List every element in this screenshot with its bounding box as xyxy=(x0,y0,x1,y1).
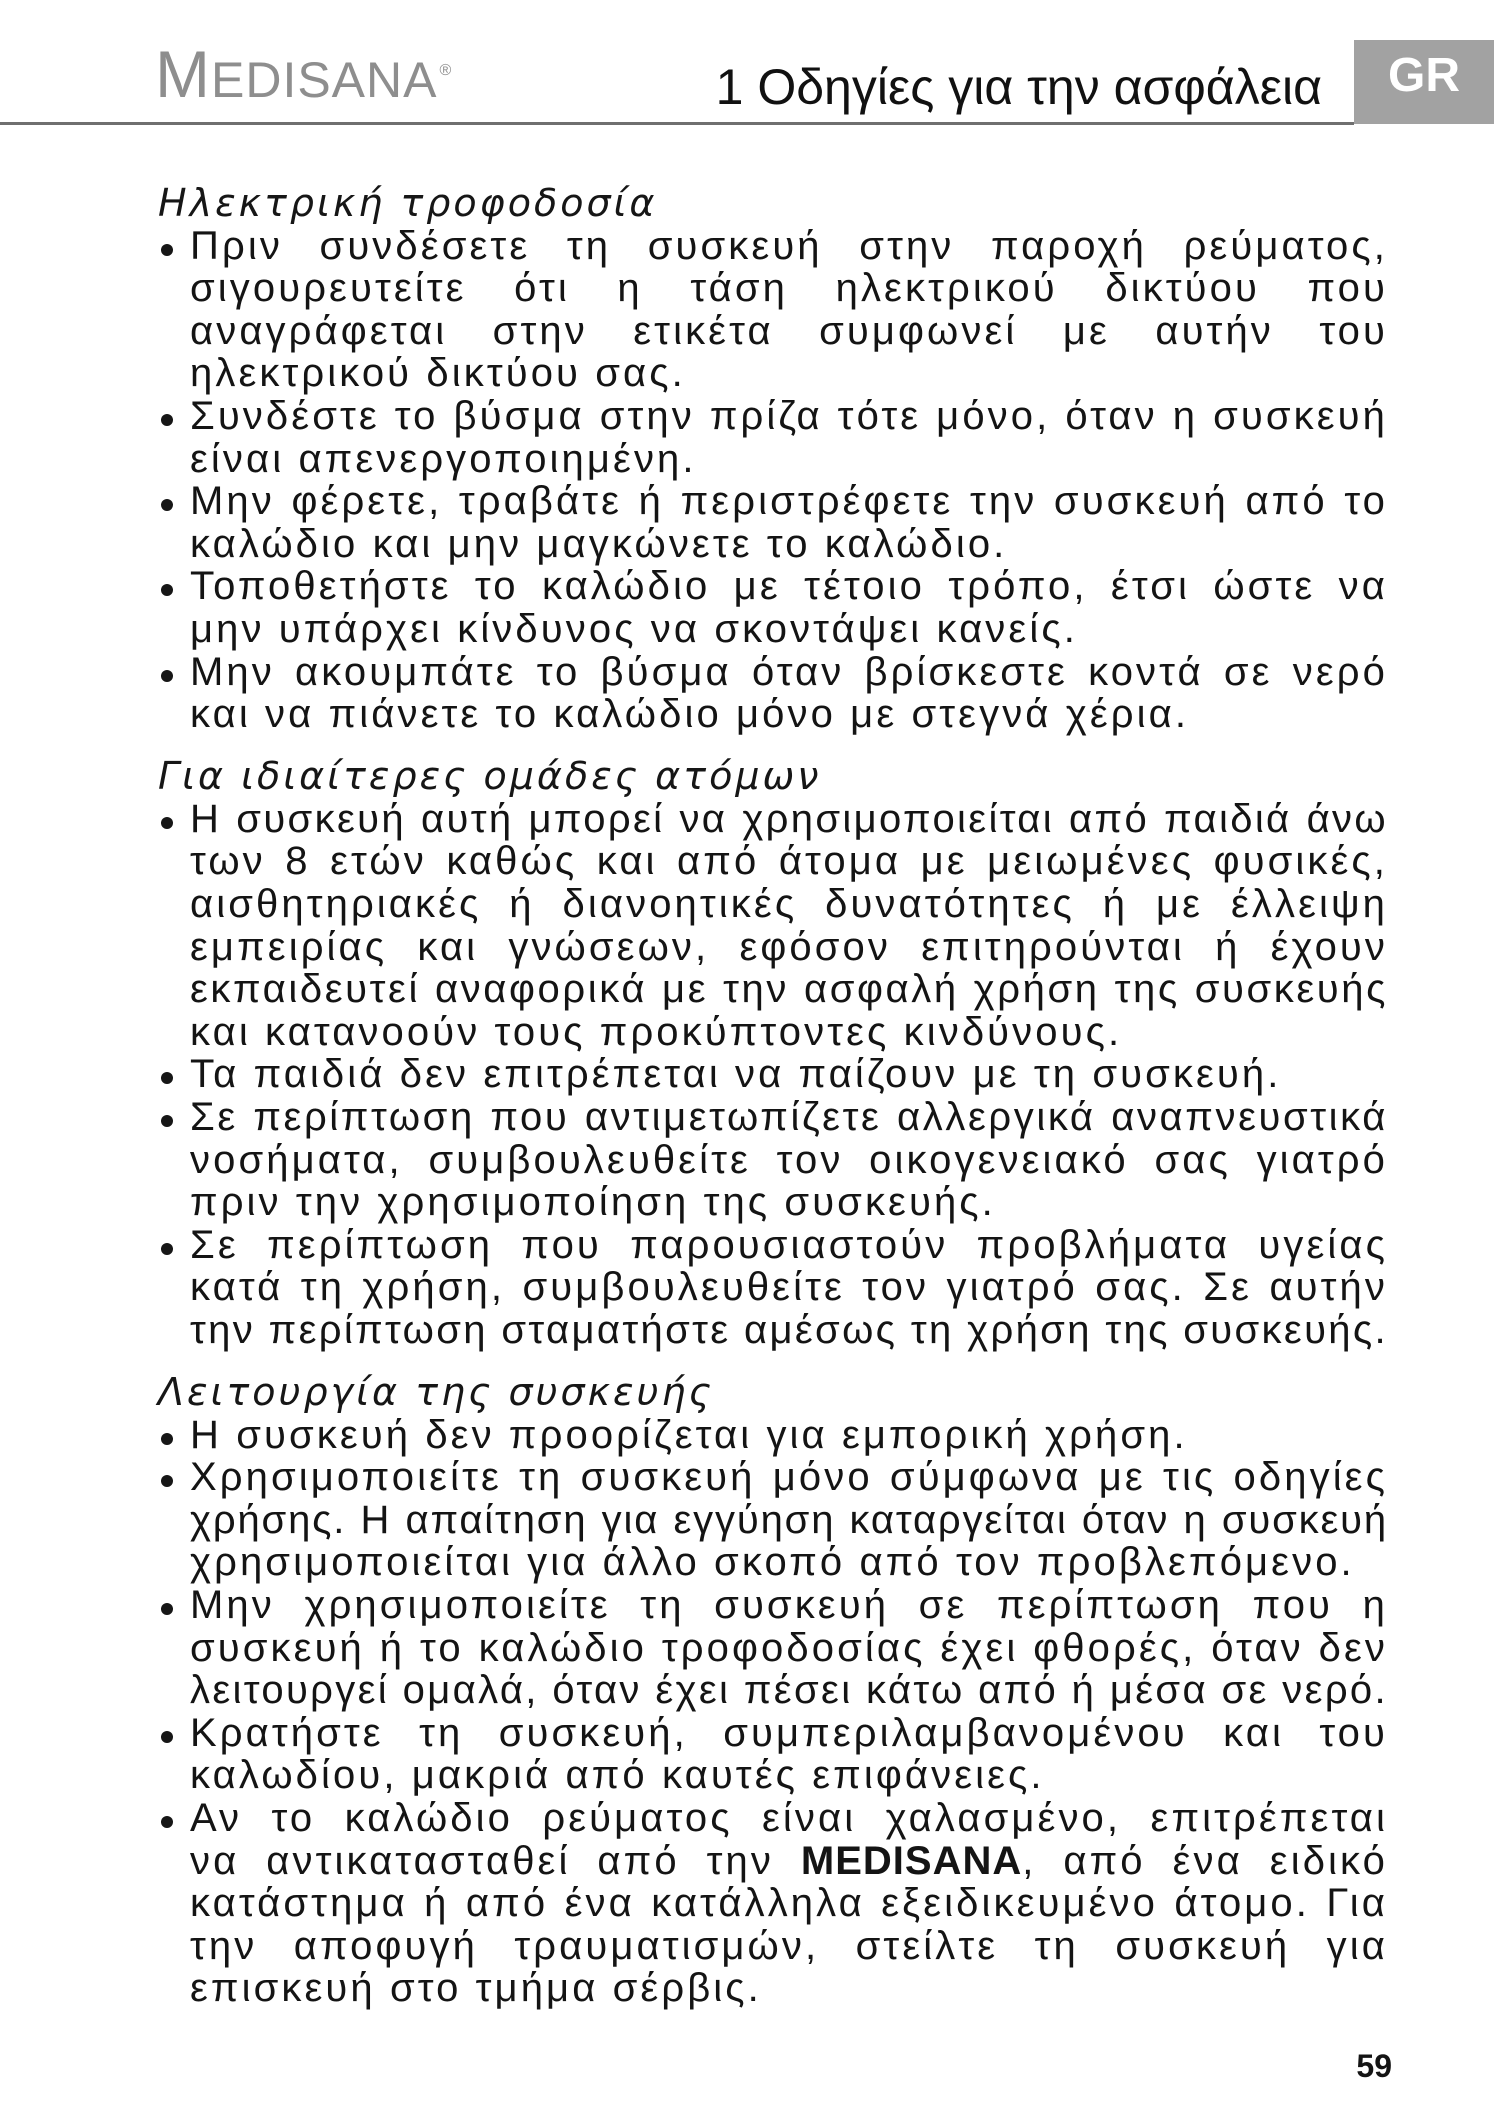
text-line: επισκευή στο τμήμα σέρβις. xyxy=(190,1966,762,2011)
text-line: Συνδέστε το βύσμα στην πρίζα τότε μόνο, όταν η συσκευή xyxy=(190,393,1388,438)
text-line: αισθητηριακές ή διανοητικές δυνατότητες ή με έλλειψη xyxy=(190,882,1388,926)
section-heading: Λειτουργία της συσκευής xyxy=(158,1370,714,1415)
text-line: Η συσκευή αυτή μπορεί να χρησιμοποιείται από παιδιά άνω xyxy=(190,796,1388,841)
text-line: καλώδιο και μην μαγκώνετε το καλώδιο. xyxy=(190,521,1008,566)
text-line: συσκευή ή το καλώδιο τροφοδοσίας έχει φθορές, όταν δεν xyxy=(190,1625,1388,1670)
text-line: την περίπτωση σταματήστε αμέσως τη χρήση της συσκευής. xyxy=(190,1307,1388,1352)
brand-name-inline: MEDISANA xyxy=(800,1838,1023,1883)
bullet-icon xyxy=(161,1816,173,1828)
page-number: 59 xyxy=(1356,2048,1392,2084)
text-line: Η συσκευή δεν προορίζεται για εμπορική χρήση. xyxy=(190,1412,1188,1457)
bullet-icon xyxy=(161,1731,173,1743)
text-line: λειτουργεί ομαλά, όταν έχει πέσει κάτω από ή μέσα σε νερό. xyxy=(190,1668,1388,1713)
text-segment: να αντικατασταθεί από την xyxy=(190,1838,801,1883)
list-item xyxy=(158,651,1388,736)
brand-logo xyxy=(155,37,452,113)
text-line: Μην φέρετε, τραβάτε ή περιστρέφετε την συσκευή από το xyxy=(190,479,1388,524)
text-line: Χρησιμοποιείτε τη συσκευή μόνο σύμφωνα με τις οδηγίες xyxy=(190,1455,1388,1500)
text-line: Πριν συνδέσετε τη συσκευή στην παροχή ρεύματος, xyxy=(190,223,1388,268)
bullet-icon xyxy=(161,1115,173,1127)
brand-logo-text: MEDISANA xyxy=(155,37,438,111)
bullet-icon xyxy=(161,1243,173,1255)
list-item xyxy=(158,1456,1388,1584)
text-line: Κρατήστε τη συσκευή, συμπεριλαμβανομένου και του xyxy=(190,1710,1388,1755)
bullet-icon xyxy=(161,244,173,256)
list-item xyxy=(158,1096,1388,1224)
text-line: σιγουρευτείτε ότι η τάση ηλεκτρικού δικτύου που xyxy=(190,266,1388,311)
text-line: και να πιάνετε το καλώδιο μόνο με στεγνά χέρια. xyxy=(190,692,1190,737)
text-line: αναγράφεται στην ετικέτα συμφωνεί με αυτήν του xyxy=(190,308,1388,353)
text-line: Σε περίπτωση που αντιμετωπίζετε αλλεργικά αναπνευστικά xyxy=(190,1094,1388,1139)
text-line: μην υπάρχει κίνδυνος να σκοντάψει κανείς. xyxy=(190,606,1078,651)
list-item xyxy=(158,1584,1388,1712)
list-item xyxy=(158,225,1388,395)
text-line: εκπαιδευτεί αναφορικά με την ασφαλή χρήση της συσκευής xyxy=(190,967,1388,1012)
text-line: Τα παιδιά δεν επιτρέπεται να παίζουν με τη συσκευή. xyxy=(190,1052,1282,1097)
bullet-icon xyxy=(161,670,173,682)
list-item xyxy=(158,798,1388,1054)
list-item xyxy=(158,1224,1388,1352)
section-heading: Για ιδιαίτερες ομάδες ατόμων xyxy=(158,754,822,799)
section-device-operation xyxy=(158,1371,1388,2010)
text-line: Μην χρησιμοποιείτε τη συσκευή σε περίπτωση που η xyxy=(190,1583,1388,1627)
bullet-icon xyxy=(161,1603,173,1615)
list-item xyxy=(158,1797,1388,2010)
bullet-icon xyxy=(161,499,173,511)
bullet-icon xyxy=(161,1433,173,1445)
text-line: Μην ακουμπάτε το βύσμα όταν βρίσκεστε κοντά σε νερό xyxy=(190,649,1388,694)
text-line: των 8 ετών καθώς και από άτομα με μειωμένες φυσικές, xyxy=(190,839,1388,884)
bullet-icon xyxy=(161,414,173,426)
list-item xyxy=(158,1712,1388,1797)
text-line: την αποφυγή τραυματισμών, στείλτε τη συσκευή για xyxy=(190,1923,1388,1968)
text-line xyxy=(190,1840,1388,1883)
list-item xyxy=(158,565,1388,650)
section-special-groups xyxy=(158,755,1388,1351)
text-segment: , από ένα ειδικό xyxy=(1022,1838,1388,1883)
language-tab xyxy=(1354,40,1494,124)
section-power-supply xyxy=(158,182,1388,736)
text-line: πριν την χρησιμοποίηση της συσκευής. xyxy=(190,1180,996,1225)
text-line: εμπειρίας και γνώσεων, εφόσον επιτηρούνται ή έχουν xyxy=(190,924,1388,969)
text-line: κατάστημα ή από ένα κατάλληλα εξειδικευμένο άτομο. Για xyxy=(190,1881,1388,1926)
text-line: είναι απενεργοποιημένη. xyxy=(190,436,697,481)
page-title: 1 Οδηγίες για την ασφάλεια xyxy=(715,59,1322,115)
list-item xyxy=(158,1414,1388,1457)
text-line: Τοποθετήστε το καλώδιο με τέτοιο τρόπο, έτσι ώστε να xyxy=(190,564,1388,609)
header-divider xyxy=(0,122,1354,125)
page-content xyxy=(158,182,1388,2010)
text-line: νοσήματα, συμβουλευθείτε τον οικογενειακό σας γιατρό xyxy=(190,1137,1388,1182)
text-line: καλωδίου, μακριά από καυτές επιφάνειες. xyxy=(190,1753,1045,1798)
text-line: ηλεκτρικού δικτύου σας. xyxy=(190,351,686,396)
registered-mark: ® xyxy=(439,62,452,79)
text-line: και κατανοούν τους προκύπτοντες κινδύνους. xyxy=(190,1009,1123,1054)
list-item xyxy=(158,395,1388,480)
bullet-icon xyxy=(161,1072,173,1084)
text-line: χρησιμοποιείται για άλλο σκοπό από τον προβλεπόμενο. xyxy=(190,1540,1355,1585)
language-tab-label: GR xyxy=(1388,49,1460,102)
list-item xyxy=(158,1053,1388,1096)
text-line: χρήσης. Η απαίτηση για εγγύηση καταργείται όταν η συσκευή xyxy=(190,1497,1388,1542)
bullet-icon xyxy=(161,1475,173,1487)
text-line: κατά τη χρήση, συμβουλευθείτε τον γιατρό σας. Σε αυτήν xyxy=(190,1265,1388,1310)
section-heading: Ηλεκτρική τροφοδοσία xyxy=(158,181,658,225)
bullet-icon xyxy=(161,584,173,596)
text-line: Σε περίπτωση που παρουσιαστούν προβλήματα υγείας xyxy=(190,1222,1388,1267)
text-line: Αν το καλώδιο ρεύματος είναι χαλασμένο, επιτρέπεται xyxy=(190,1795,1388,1840)
bullet-icon xyxy=(161,817,173,829)
list-item xyxy=(158,480,1388,565)
